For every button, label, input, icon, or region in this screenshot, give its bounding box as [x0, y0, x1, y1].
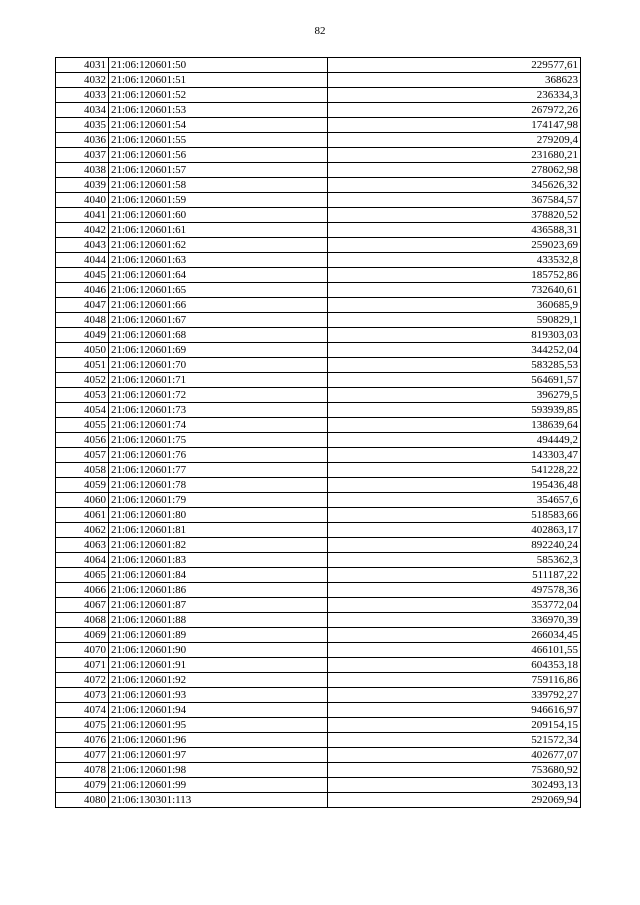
- cadastral-value-cell: 378820,52: [328, 208, 581, 223]
- table-row: [56, 478, 581, 493]
- cadastral-number-cell: 21:06:120601:74: [109, 418, 328, 433]
- row-number-cell: 4052: [56, 373, 109, 388]
- cadastral-number-cell: 21:06:120601:72: [109, 388, 328, 403]
- cadastral-number-cell: 21:06:120601:81: [109, 523, 328, 538]
- cadastral-number-cell: 21:06:120601:99: [109, 778, 328, 793]
- cadastral-number-cell: 21:06:120601:52: [109, 88, 328, 103]
- cadastral-value-cell: 185752,86: [328, 268, 581, 283]
- table-row: [56, 298, 581, 313]
- cadastral-value-cell: 946616,97: [328, 703, 581, 718]
- row-number-cell: 4057: [56, 448, 109, 463]
- cadastral-value-cell: 138639,64: [328, 418, 581, 433]
- row-number-cell: 4072: [56, 673, 109, 688]
- cadastral-value-cell: 892240,24: [328, 538, 581, 553]
- cadastral-value-cell: 511187,22: [328, 568, 581, 583]
- row-number-cell: 4048: [56, 313, 109, 328]
- table-row: [56, 133, 581, 148]
- cadastral-value-cell: 583285,53: [328, 358, 581, 373]
- cadastral-number-cell: 21:06:120601:64: [109, 268, 328, 283]
- table-row: [56, 103, 581, 118]
- cadastral-number-cell: 21:06:120601:83: [109, 553, 328, 568]
- row-number-cell: 4058: [56, 463, 109, 478]
- table-row: [56, 403, 581, 418]
- cadastral-number-cell: 21:06:120601:90: [109, 643, 328, 658]
- cadastral-number-cell: 21:06:120601:97: [109, 748, 328, 763]
- table-body: [56, 58, 581, 808]
- row-number-cell: 4069: [56, 628, 109, 643]
- table-row: [56, 358, 581, 373]
- cadastral-number-cell: 21:06:120601:78: [109, 478, 328, 493]
- cadastral-number-cell: 21:06:120601:77: [109, 463, 328, 478]
- table-row: [56, 253, 581, 268]
- cadastral-value-cell: 433532,8: [328, 253, 581, 268]
- cadastral-value-cell: 339792,27: [328, 688, 581, 703]
- cadastral-number-cell: 21:06:120601:92: [109, 673, 328, 688]
- table-row: [56, 658, 581, 673]
- table-row: [56, 148, 581, 163]
- row-number-cell: 4054: [56, 403, 109, 418]
- table-row: [56, 88, 581, 103]
- page-number: 82: [314, 25, 326, 37]
- cadastral-number-cell: 21:06:120601:87: [109, 598, 328, 613]
- row-number-cell: 4062: [56, 523, 109, 538]
- table-row: [56, 703, 581, 718]
- cadastral-value-cell: 267972,26: [328, 103, 581, 118]
- table-row: [56, 118, 581, 133]
- table-row: [56, 448, 581, 463]
- table-row: [56, 268, 581, 283]
- cadastral-number-cell: 21:06:120601:70: [109, 358, 328, 373]
- cadastral-number-cell: 21:06:120601:93: [109, 688, 328, 703]
- table-row: [56, 778, 581, 793]
- table-row: [56, 583, 581, 598]
- row-number-cell: 4033: [56, 88, 109, 103]
- cadastral-number-cell: 21:06:120601:50: [109, 58, 328, 73]
- cadastral-value-cell: 302493,13: [328, 778, 581, 793]
- cadastral-number-cell: 21:06:120601:71: [109, 373, 328, 388]
- table-row: [56, 568, 581, 583]
- table-row: [56, 208, 581, 223]
- cadastral-value-cell: 279209,4: [328, 133, 581, 148]
- cadastral-number-cell: 21:06:120601:67: [109, 313, 328, 328]
- cadastral-number-cell: 21:06:120601:80: [109, 508, 328, 523]
- row-number-cell: 4055: [56, 418, 109, 433]
- row-number-cell: 4076: [56, 733, 109, 748]
- table-row: [56, 763, 581, 778]
- cadastral-value-cell: 336970,39: [328, 613, 581, 628]
- row-number-cell: 4080: [56, 793, 109, 808]
- row-number-cell: 4039: [56, 178, 109, 193]
- cadastral-number-cell: 21:06:120601:95: [109, 718, 328, 733]
- cadastral-number-cell: 21:06:120601:91: [109, 658, 328, 673]
- table-row: [56, 433, 581, 448]
- cadastral-value-cell: 396279,5: [328, 388, 581, 403]
- cadastral-value-cell: 236334,3: [328, 88, 581, 103]
- row-number-cell: 4031: [56, 58, 109, 73]
- cadastral-number-cell: 21:06:120601:65: [109, 283, 328, 298]
- table-row: [56, 58, 581, 73]
- cadastral-value-cell: 521572,34: [328, 733, 581, 748]
- cadastral-number-cell: 21:06:120601:60: [109, 208, 328, 223]
- table-row: [56, 223, 581, 238]
- cadastral-number-cell: 21:06:120601:56: [109, 148, 328, 163]
- cadastral-value-cell: 759116,86: [328, 673, 581, 688]
- row-number-cell: 4036: [56, 133, 109, 148]
- table-row: [56, 598, 581, 613]
- table-row: [56, 538, 581, 553]
- row-number-cell: 4037: [56, 148, 109, 163]
- row-number-cell: 4049: [56, 328, 109, 343]
- cadastral-number-cell: 21:06:120601:84: [109, 568, 328, 583]
- table-row: [56, 388, 581, 403]
- table-row: [56, 193, 581, 208]
- row-number-cell: 4038: [56, 163, 109, 178]
- row-number-cell: 4050: [56, 343, 109, 358]
- row-number-cell: 4075: [56, 718, 109, 733]
- cadastral-value-cell: 402677,07: [328, 748, 581, 763]
- table-row: [56, 748, 581, 763]
- cadastral-value-cell: 229577,61: [328, 58, 581, 73]
- cadastral-number-cell: 21:06:120601:68: [109, 328, 328, 343]
- cadastral-value-cell: 497578,36: [328, 583, 581, 598]
- row-number-cell: 4079: [56, 778, 109, 793]
- table-row: [56, 328, 581, 343]
- cadastral-value-cell: 344252,04: [328, 343, 581, 358]
- cadastral-number-cell: 21:06:120601:51: [109, 73, 328, 88]
- cadastral-value-cell: 368623: [328, 73, 581, 88]
- cadastral-value-cell: 541228,22: [328, 463, 581, 478]
- row-number-cell: 4073: [56, 688, 109, 703]
- table-row: [56, 643, 581, 658]
- table-row: [56, 523, 581, 538]
- cadastral-value-cell: 345626,32: [328, 178, 581, 193]
- cadastral-number-cell: 21:06:120601:96: [109, 733, 328, 748]
- row-number-cell: 4071: [56, 658, 109, 673]
- row-number-cell: 4043: [56, 238, 109, 253]
- row-number-cell: 4063: [56, 538, 109, 553]
- table-row: [56, 628, 581, 643]
- row-number-cell: 4068: [56, 613, 109, 628]
- cadastral-number-cell: 21:06:120601:76: [109, 448, 328, 463]
- cadastral-number-cell: 21:06:120601:82: [109, 538, 328, 553]
- table-row: [56, 463, 581, 478]
- cadastral-number-cell: 21:06:120601:61: [109, 223, 328, 238]
- table-row: [56, 508, 581, 523]
- table-row: [56, 688, 581, 703]
- cadastral-value-cell: 753680,92: [328, 763, 581, 778]
- cadastral-value-cell: 466101,55: [328, 643, 581, 658]
- row-number-cell: 4034: [56, 103, 109, 118]
- row-number-cell: 4041: [56, 208, 109, 223]
- table-row: [56, 553, 581, 568]
- row-number-cell: 4077: [56, 748, 109, 763]
- cadastral-value-cell: 367584,57: [328, 193, 581, 208]
- table-row: [56, 73, 581, 88]
- cadastral-value-cell: 494449,2: [328, 433, 581, 448]
- cadastral-value-cell: 292069,94: [328, 793, 581, 808]
- cadastral-value-cell: 278062,98: [328, 163, 581, 178]
- cadastral-value-cell: 819303,03: [328, 328, 581, 343]
- table-row: [56, 178, 581, 193]
- cadastral-number-cell: 21:06:120601:62: [109, 238, 328, 253]
- table-row: [56, 613, 581, 628]
- row-number-cell: 4040: [56, 193, 109, 208]
- row-number-cell: 4060: [56, 493, 109, 508]
- cadastral-value-cell: 564691,57: [328, 373, 581, 388]
- cadastral-value-cell: 195436,48: [328, 478, 581, 493]
- cadastral-value-cell: 353772,04: [328, 598, 581, 613]
- row-number-cell: 4032: [56, 73, 109, 88]
- table-row: [56, 343, 581, 358]
- cadastral-number-cell: 21:06:120601:58: [109, 178, 328, 193]
- cadastral-number-cell: 21:06:120601:88: [109, 613, 328, 628]
- cadastral-value-cell: 209154,15: [328, 718, 581, 733]
- row-number-cell: 4045: [56, 268, 109, 283]
- cadastral-number-cell: 21:06:120601:75: [109, 433, 328, 448]
- cadastral-number-cell: 21:06:120601:94: [109, 703, 328, 718]
- cadastral-value-table: [55, 57, 581, 808]
- cadastral-value-cell: 593939,85: [328, 403, 581, 418]
- row-number-cell: 4044: [56, 253, 109, 268]
- row-number-cell: 4067: [56, 598, 109, 613]
- table-row: [56, 238, 581, 253]
- cadastral-value-cell: 354657,6: [328, 493, 581, 508]
- cadastral-number-cell: 21:06:120601:86: [109, 583, 328, 598]
- cadastral-value-cell: 402863,17: [328, 523, 581, 538]
- cadastral-value-cell: 360685,9: [328, 298, 581, 313]
- cadastral-number-cell: 21:06:120601:63: [109, 253, 328, 268]
- cadastral-value-cell: 266034,45: [328, 628, 581, 643]
- cadastral-number-cell: 21:06:120601:53: [109, 103, 328, 118]
- row-number-cell: 4056: [56, 433, 109, 448]
- row-number-cell: 4053: [56, 388, 109, 403]
- cadastral-value-cell: 604353,18: [328, 658, 581, 673]
- cadastral-value-cell: 231680,21: [328, 148, 581, 163]
- cadastral-value-cell: 585362,3: [328, 553, 581, 568]
- row-number-cell: 4064: [56, 553, 109, 568]
- row-number-cell: 4047: [56, 298, 109, 313]
- cadastral-number-cell: 21:06:120601:89: [109, 628, 328, 643]
- row-number-cell: 4035: [56, 118, 109, 133]
- cadastral-number-cell: 21:06:120601:66: [109, 298, 328, 313]
- row-number-cell: 4066: [56, 583, 109, 598]
- table-row: [56, 373, 581, 388]
- row-number-cell: 4074: [56, 703, 109, 718]
- row-number-cell: 4078: [56, 763, 109, 778]
- table-row: [56, 313, 581, 328]
- cadastral-value-cell: 518583,66: [328, 508, 581, 523]
- cadastral-value-cell: 143303,47: [328, 448, 581, 463]
- table-row: [56, 418, 581, 433]
- row-number-cell: 4061: [56, 508, 109, 523]
- table-row: [56, 733, 581, 748]
- cadastral-number-cell: 21:06:120601:55: [109, 133, 328, 148]
- row-number-cell: 4059: [56, 478, 109, 493]
- row-number-cell: 4070: [56, 643, 109, 658]
- cadastral-number-cell: 21:06:120601:57: [109, 163, 328, 178]
- cadastral-number-cell: 21:06:120601:98: [109, 763, 328, 778]
- cadastral-value-cell: 590829,1: [328, 313, 581, 328]
- cadastral-number-cell: 21:06:120601:69: [109, 343, 328, 358]
- row-number-cell: 4046: [56, 283, 109, 298]
- table-row: [56, 793, 581, 808]
- cadastral-value-cell: 259023,69: [328, 238, 581, 253]
- cadastral-value-cell: 436588,31: [328, 223, 581, 238]
- cadastral-number-cell: 21:06:130301:113: [109, 793, 328, 808]
- cadastral-value-cell: 732640,61: [328, 283, 581, 298]
- table-row: [56, 718, 581, 733]
- cadastral-number-cell: 21:06:120601:79: [109, 493, 328, 508]
- cadastral-number-cell: 21:06:120601:54: [109, 118, 328, 133]
- row-number-cell: 4042: [56, 223, 109, 238]
- table-row: [56, 673, 581, 688]
- cadastral-value-cell: 174147,98: [328, 118, 581, 133]
- table-row: [56, 493, 581, 508]
- cadastral-number-cell: 21:06:120601:73: [109, 403, 328, 418]
- cadastral-number-cell: 21:06:120601:59: [109, 193, 328, 208]
- table-row: [56, 163, 581, 178]
- table-row: [56, 283, 581, 298]
- row-number-cell: 4065: [56, 568, 109, 583]
- row-number-cell: 4051: [56, 358, 109, 373]
